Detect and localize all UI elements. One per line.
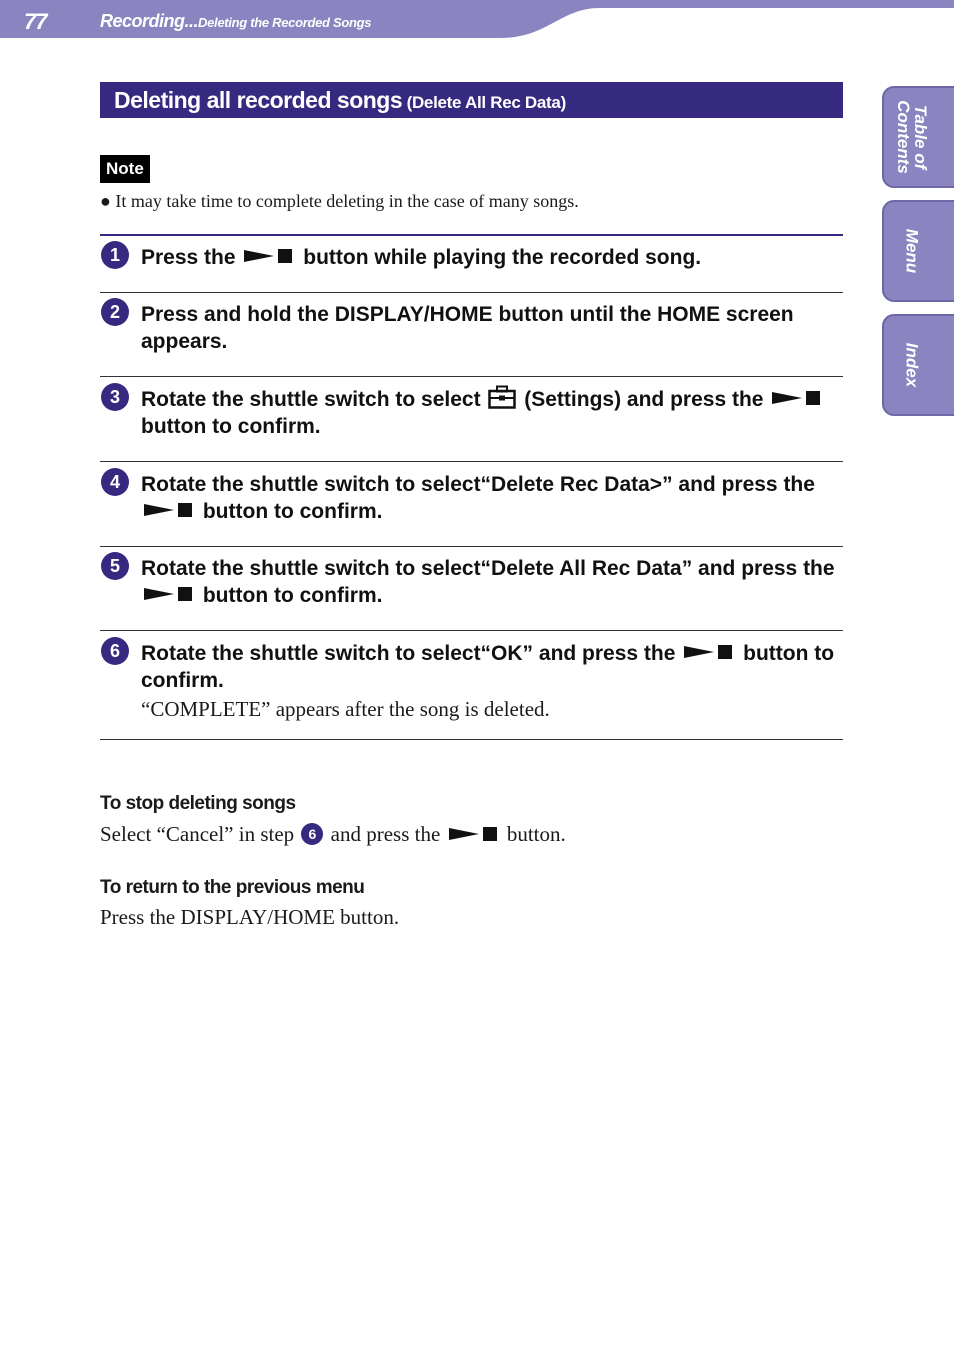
section-title-sub: (Delete All Rec Data) [406,93,566,112]
divider [100,630,843,631]
play-stop-icon [244,247,294,265]
step-text-part: Rotate the shuttle switch to select“Delete All Rec Data” and press the [141,557,835,580]
divider [100,461,843,462]
step-5-text [141,555,843,609]
divider [100,292,843,293]
step-text-part: Rotate the shuttle switch to select“Delete Rec Data>” and press the [141,473,815,496]
step-number: 1 [101,241,129,269]
tab-label: Menu [902,228,922,274]
divider [100,546,843,547]
step-text-part: Press the [141,246,236,269]
note-label: Note [100,155,150,183]
breadcrumb[interactable] [100,11,371,32]
stop-text-part: button. [506,822,566,846]
step-2-text [141,301,843,355]
step-number: 3 [101,383,129,411]
step-text-part: button to confirm. [202,500,383,523]
stop-heading: To stop deleting songs [100,793,296,814]
step-text-part: Press and hold the DISPLAY/HOME button until the HOME screen appears. [141,303,794,353]
step-number: 5 [101,552,129,580]
step-text-part: button while playing the recorded song. [303,246,702,269]
breadcrumb-subsection: Deleting the Recorded Songs [198,15,372,30]
step-6-note: “COMPLETE” appears after the song is deleted. [141,697,550,721]
play-stop-icon [772,389,822,407]
step-number: 6 [101,637,129,665]
step-1-text [141,244,843,271]
step-3-text [141,386,843,440]
play-stop-icon [449,825,499,843]
stop-text-part: and press the [330,822,441,846]
step-number: 4 [101,468,129,496]
step-text-part: Rotate the shuttle switch to select [141,388,481,411]
tab-table-of-contents[interactable] [882,86,954,188]
step-text-part: Rotate the shuttle switch to select“OK” and press the [141,642,676,665]
section-title [100,82,843,118]
return-text: Press the DISPLAY/HOME button. [100,905,400,929]
tab-menu[interactable] [882,200,954,302]
step-text-part: button to confirm. [141,642,835,692]
breadcrumb-section[interactable]: Recording... [100,11,199,31]
step-number: 2 [101,298,129,326]
note-body: It may take time to complete deleting in the case of many songs. [115,191,579,211]
divider [100,739,843,740]
play-stop-icon [144,501,194,519]
play-stop-icon [144,585,194,603]
play-stop-icon [684,643,734,661]
note-text [100,191,579,212]
step-text-part: (Settings) and press the [524,388,764,411]
return-heading: To return to the previous menu [100,877,365,898]
step-6-text [141,640,843,694]
stop-text [100,822,566,847]
stop-text-part: Select “Cancel” in step [100,822,295,846]
tab-index[interactable] [882,314,954,416]
step-ref-badge[interactable]: 6 [301,823,323,845]
settings-toolbox-icon [488,385,516,409]
section-title-main: Deleting all recorded songs [114,87,403,113]
tab-label: Table of Contents [894,100,930,174]
page-number: 77 [24,9,47,34]
bullet-icon: ● [100,191,111,211]
divider [100,234,843,236]
divider [100,376,843,377]
page-header [0,0,954,40]
step-4-text [141,471,843,525]
tab-label: Index [902,342,922,388]
step-text-part: button to confirm. [141,415,321,438]
step-text-part: button to confirm. [202,584,383,607]
